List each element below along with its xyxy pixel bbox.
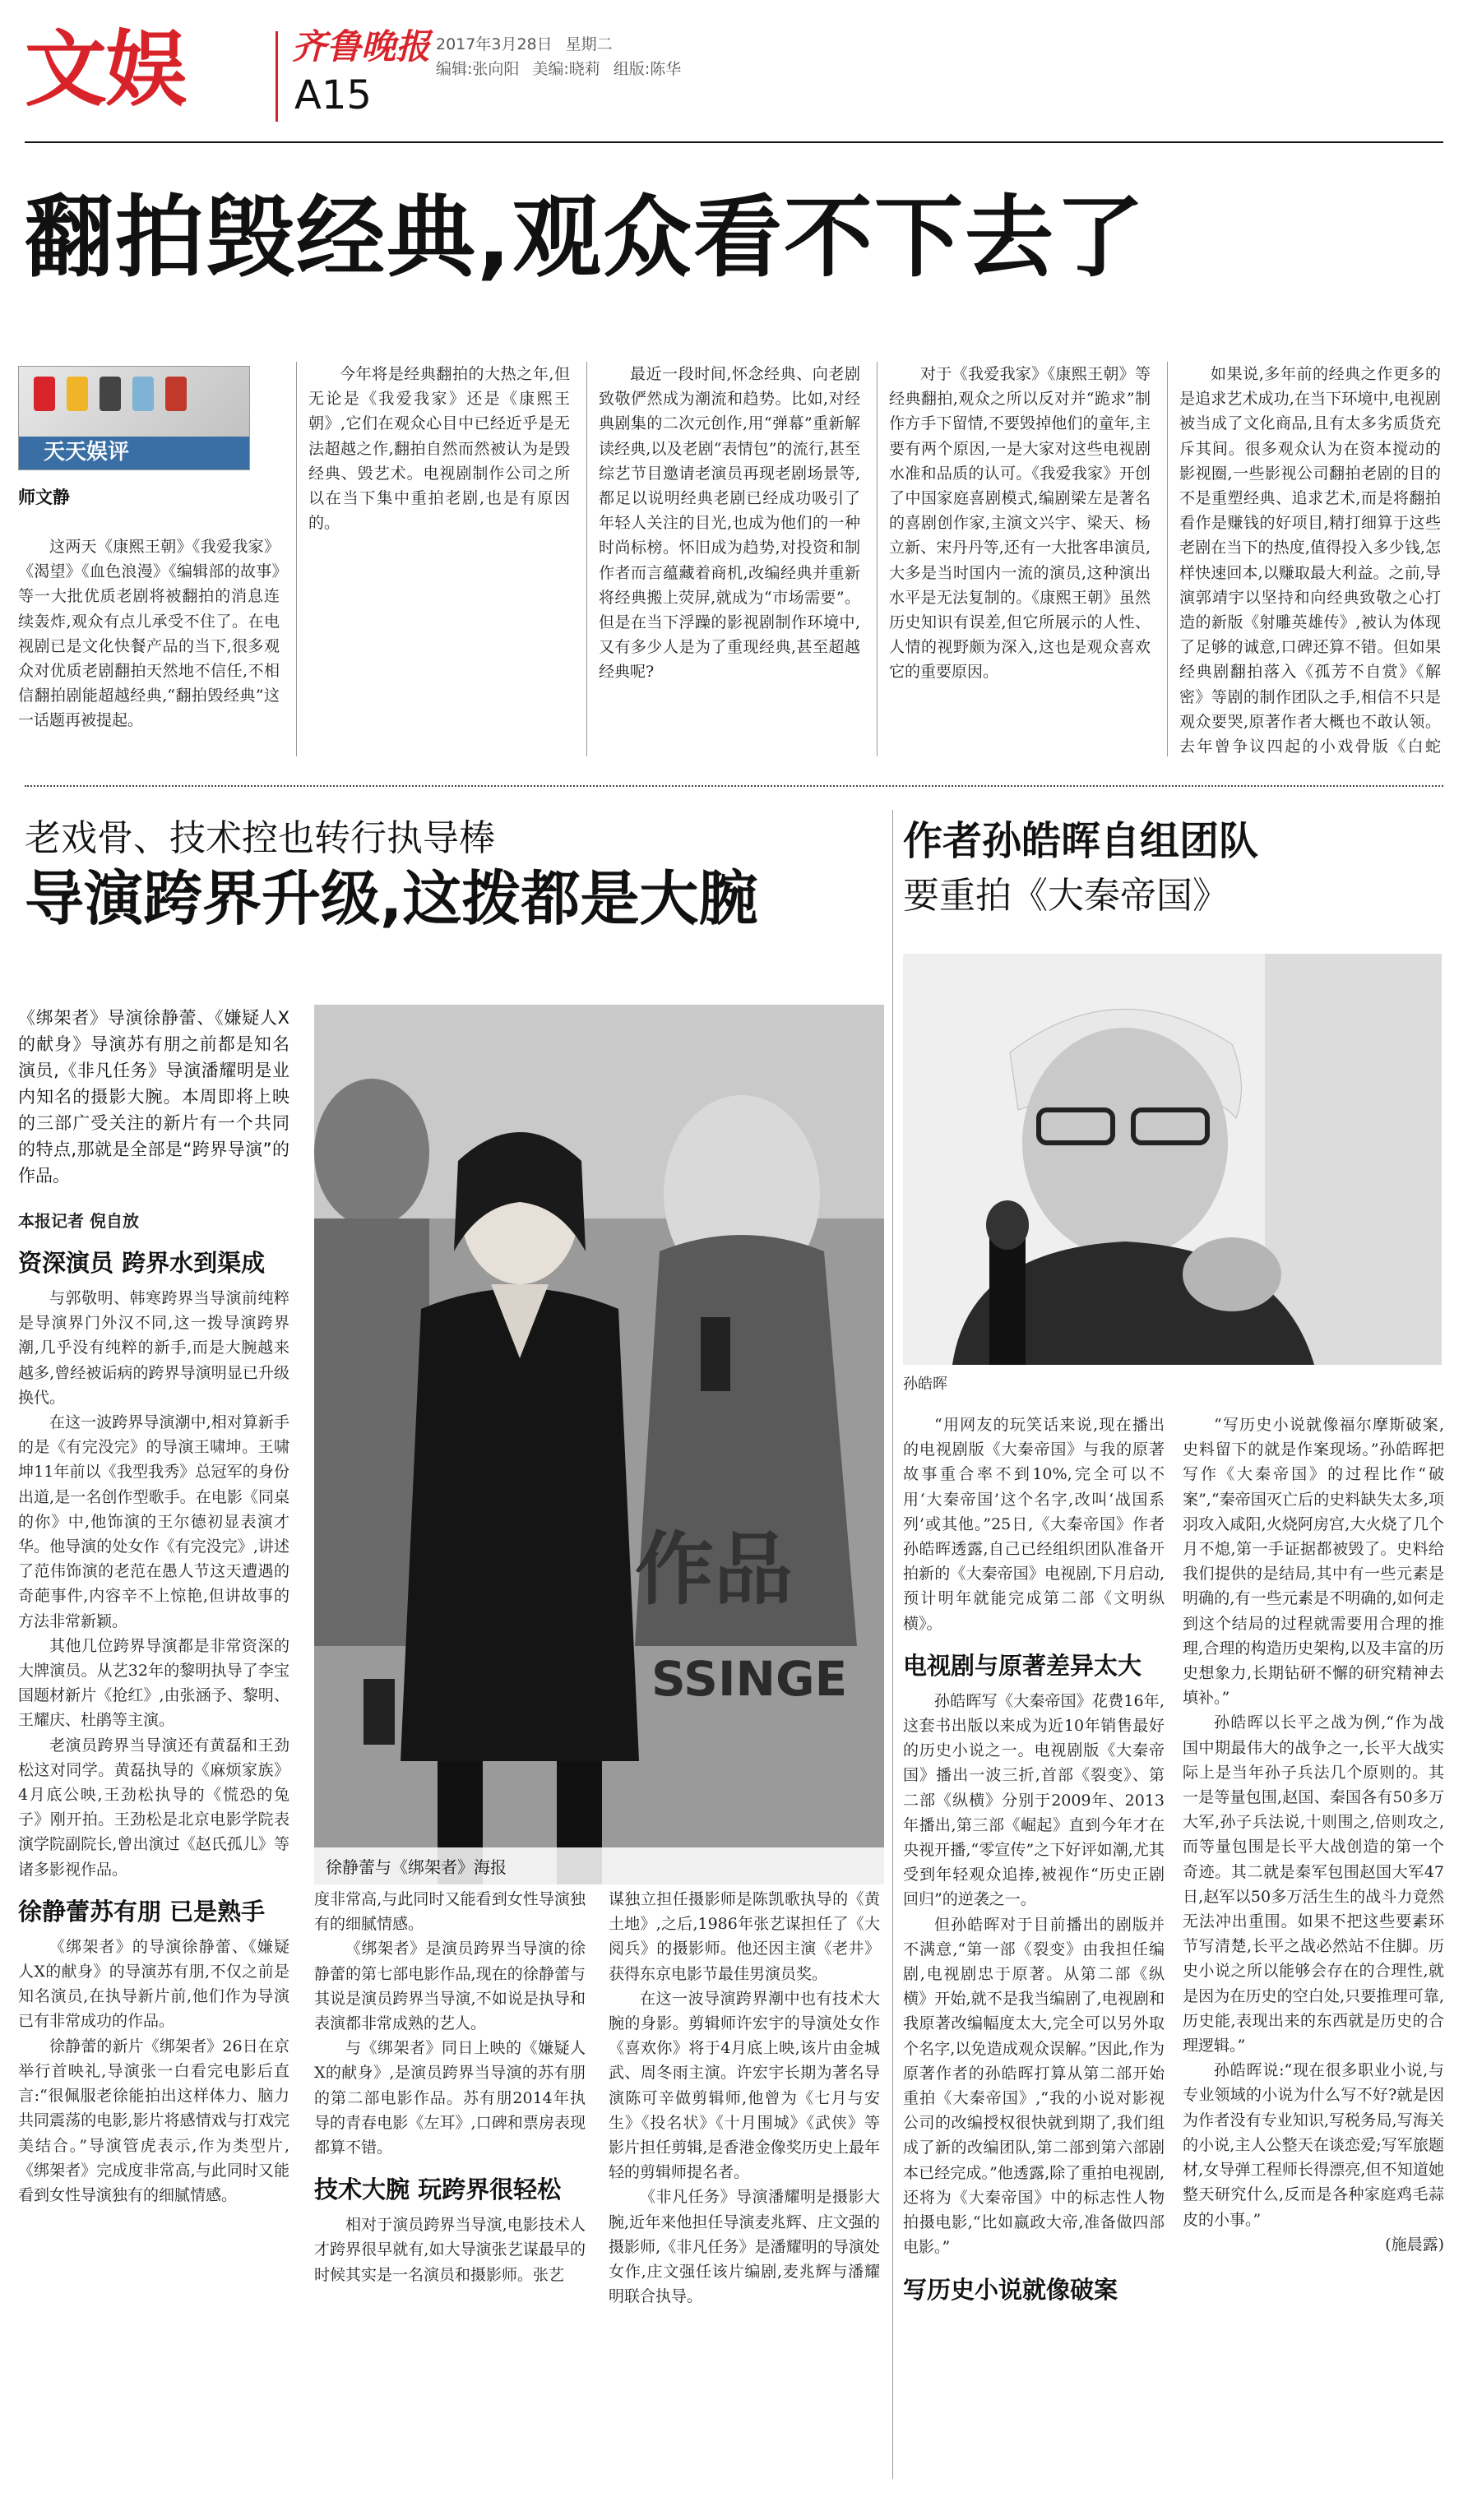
commentary-col-4 [889, 362, 1151, 756]
article-paragraph: 《绑架者》是演员跨界当导演的徐静蕾的第七部电影作品,现在的徐静蕾与其说是演员跨界当导演,不如说是执导和表演都非常成熟的艺人。 [314, 1940, 586, 2033]
commentary-paragraph: 这两天《康熙王朝》《我爱我家》《渴望》《血色浪漫》《编辑部的故事》等一大批优质老剧将被翻拍的消息连续轰炸,观众有点儿承受不住了。在电视剧已是文化快餐产品的当下,很多观众对优质老剧翻拍天然地不信任,不相信翻拍剧能超越经典,“翻拍毁经典”这一话题再被提起。 [18, 538, 280, 730]
left-story-byline: 本报记者 倪自放 [18, 1211, 139, 1231]
section-header [25, 21, 1464, 123]
right-story-col-1 [903, 1413, 1165, 2475]
right-story-headline: 作者孙皓晖自组团队 [903, 818, 1259, 864]
story-separator [892, 810, 893, 2479]
commentary-paragraph: 对于《我爱我家》《康熙王朝》等经典翻拍,观众之所以反对并“跪求”制作方手下留情,不要毁掉他们的童年,主要有两个原因,一是大家对这些电视剧水准和品质的认可。《我爱我家》开创了中国家庭喜剧模式,编剧梁左是著名的喜剧创作家,主演文兴宇、梁天、杨立新、宋丹丹等,还有一大批客串演员,大多是当时国内一流的演员,这种演出水平是无法复制的。《康熙王朝》虽然历史知识有误差,但它所展示的人性、人情的视野颇为深入,这也是观众喜欢它的重要原因。 [889, 365, 1151, 682]
main-headline: 翻拍毁经典,观众看不下去了 [25, 187, 1146, 289]
poster-figure-left [314, 1079, 429, 1227]
column-logo-decoration [100, 377, 121, 411]
issue-date-line [436, 33, 626, 56]
left-story-lead: 《绑架者》导演徐静蕾、《嫌疑人X的献身》导演苏有朋之前都是知名演员,《非凡任务》导演潘耀明是业内知名的摄影大腕。本周即将上映的三部广受关注的新片有一个共同的特点,那就是全部是“跨界导演”的作品。 [18, 1008, 289, 1186]
commentary-paragraph: 最近一段时间,怀念经典、向老剧致敬俨然成为潮流和趋势。比如,对经典剧集的二次元创作,用“弹幕”重新解读经典,以及老剧“表情包”的流行,甚至综艺节目邀请老演员再现老剧场景等,都足以说明经典老剧已经成功吸引了年轻人关注的目光,也成为他们的一种时尚标榜。怀旧成为趋势,对投资和制作者而言蕴藏着商机,改编经典并重新将经典搬上荧屏,就成为“市场需要”。但是在当下浮躁的影视剧制作环境中,又有多少人是为了重现经典,甚至超越经典呢? [599, 365, 860, 682]
microphone-head [986, 1200, 1029, 1250]
portrait-illustration [903, 954, 1442, 1365]
column-logo-decoration [67, 377, 88, 411]
issue-date: 2017年3月28日 [436, 35, 553, 53]
column-separator [296, 362, 297, 756]
article-paragraph: 其他几位跨界导演都是非常资深的大牌演员。从艺32年的黎明执导了李宝国题材新片《抢红》,由张涵予、黎明、王耀庆、杜鹃等主演。 [18, 1636, 289, 1730]
right-story-subhead: 要重拍《大秦帝国》 [903, 875, 1229, 917]
article-paragraph: 孙皓晖说:“现在很多职业小说,与专业领域的小说为什么写不好?就是因为作者没有专业知识,写税务局,写海关的小说,主人公整天在谈恋爱;写军旅题材,女导弹工程师长得漂亮,但不知道她整天研究什么,反而是各种家庭鸡毛蒜皮的小事。” [1183, 2061, 1444, 2229]
left-story-headline: 导演跨界升级,这拨都是大腕 [25, 864, 758, 933]
microphone [364, 1679, 395, 1745]
article-paragraph: 老演员跨界当导演还有黄磊和王劲松这对同学。黄磊执导的《麻烦家族》4月底公映,王劲松执导的《慌恐的兔子》刚开拍。王劲松是北京电影学院表演学院副院长,曾出演过《赵氏孤儿》等诸多影视作品。 [18, 1736, 289, 1879]
portrait-hand [1183, 1237, 1281, 1311]
article-paragraph: 在这一波跨界导演潮中,相对算新手的是《有完没完》的导演王啸坤。王啸坤11年前以《我型我秀》总冠军的身份出道,是一名创作型歌手。在电影《同桌的你》中,他饰演的王尔德初显表演才华。他导演的处女作《有完没完》,讲述了范伟饰演的老范在愚人节这天遭遇的奇葩事件,内容辛不上惊艳,但讲故事的方法非常新颖。 [18, 1413, 289, 1630]
editor-credit: 编辑:张向阳 [436, 60, 520, 78]
column-separator [877, 362, 878, 756]
article-paragraph: 但孙皓晖对于目前播出的剧版并不满意,“第一部《裂变》由我担任编剧,电视剧忠于原著。从第二部《纵横》开始,就不是我当编剧了,电视剧和我原著改编幅度太大,完全可以另外取个名字,以免造成观众误解。”因此,作为原著作者的孙皓晖打算从第二部开始重拍《大秦帝国》,“我的小说对影视公司的改编授权很快就到期了,我们组成了新的改编团队,第二部到第六部剧本已经完成。”他透露,除了重拍电视剧,还将为《大秦帝国》中的标志性人物拍摄电影,“比如嬴政大帝,准备做四部电影。” [903, 1915, 1165, 2257]
designer-credit: 美编:晓莉 [532, 60, 600, 78]
left-story-col-3 [609, 1887, 880, 2471]
right-story-subhead-1: 电视剧与原著差异太大 [903, 1651, 1142, 1680]
commentary-col-5 [1179, 362, 1441, 756]
commentary-col-2 [308, 362, 570, 756]
photo-caption: 徐静蕾与《绑架者》海报 [326, 1857, 507, 1877]
commentary-col-3 [599, 362, 860, 756]
article-paragraph: 与郭敬明、韩寒跨界当导演前纯粹是导演界门外汉不同,这一拨导演跨界潮,几乎没有纯粹的新手,而是大腕越来越多,曾经被诟病的跨界导演明显已升级换代。 [18, 1289, 289, 1407]
commentary-col-1 [18, 534, 280, 756]
issue-weekday: 星期二 [565, 35, 613, 53]
column-label: 天天娱评 [44, 440, 130, 465]
section-name: 文娱 [25, 21, 186, 118]
left-story-subhead-2: 徐静蕾苏有朋 已是熟手 [18, 1897, 266, 1926]
left-story-col-2 [314, 1887, 586, 2471]
article-paragraph: 孙皓晖写《大秦帝国》花费16年,这套书出版以来成为近10年销售最好的历史小说之一。电视剧版《大秦帝国》播出一波三折,首部《裂变》、第二部《纵横》分别于2009年、2013年播出,第三部《崛起》直到今年才在央视开播,“零宣传”之下好评如潮,尤其受到年轻观众追捧,被视作“历史正剧回归”的逆袭之一。 [903, 1691, 1165, 1909]
section-divider [276, 31, 278, 122]
commentary-author: 师文静 [18, 488, 70, 507]
article-paragraph: 《绑架者》的导演徐静蕾、《嫌疑人X的献身》的导演苏有朋,不仅之前是知名演员,在执导新片前,他们作为导演已有非常成功的作品。 [18, 1937, 289, 2031]
article-paragraph: “用网友的玩笑话来说,现在播出的电视剧版《大秦帝国》与我的原著故事重合率不到10%,完全可以不用‘大秦帝国’这个名字,改叫‘战国系列’或其他。”25日,《大秦帝国》作者孙皓晖透露,自己已经组织团队准备开拍新的《大秦帝国》电视剧,下月启动,预计明年就能完成第二部《文明纵横》。 [903, 1416, 1165, 1633]
photo-background-right [1265, 954, 1442, 1365]
poster-text-latin: SSINGE [651, 1651, 848, 1707]
article-paragraph: 在这一波导演跨界潮中也有技术大腕的身影。剪辑师许宏宇的导演处女作《喜欢你》将于4月底上映,该片由金城武、周冬雨主演。许宏宇长期为著名导演陈可辛做剪辑师,他曾为《七月与安生》《投名状》《十月围城》《武侠》等影片担任剪辑,是香港金像奖历史上最年轻的剪辑师提名者。 [609, 1989, 880, 2182]
xu-jinglei-photo [314, 1005, 884, 1884]
poster-text: 作品 [635, 1524, 793, 1616]
proof-credit: 组版:陈华 [613, 60, 682, 78]
poster-gun [701, 1317, 730, 1391]
right-story-signature: (施晨露) [1385, 2235, 1444, 2254]
column-logo [18, 366, 250, 470]
right-photo-caption: 孙皓晖 [903, 1376, 947, 1393]
column-logo-decoration [132, 377, 154, 411]
article-paragraph: 谋独立担任摄影师是陈凯歌执导的《黄土地》,之后,1986年张艺谋担任了《大阅兵》的摄影师。他还因主演《老井》获得东京电影节最佳男演员奖。 [609, 1890, 880, 1983]
left-story-subhead-3: 技术大腕 玩跨界很轻松 [314, 2176, 562, 2204]
left-story-kicker: 老戏骨、技术控也转行执导棒 [25, 817, 495, 859]
left-story-subhead-1: 资深演员 跨界水到渠成 [18, 1249, 266, 1277]
article-paragraph: 与《绑架者》同日上映的《嫌疑人X的献身》,是演员跨界当导演的苏有朋的第二部电影作品。苏有朋2014年执导的青春电影《左耳》,口碑和票房表现都算不错。 [314, 2039, 586, 2157]
right-story-col-2 [1183, 1413, 1444, 2475]
article-paragraph: 孙皓晖以长平之战为例,“作为战国中期最伟大的战争之一,长平大战实际上是当年孙子兵法几个原则的。其一是等量包围,赵国、秦国各有50多万大军,孙子兵法说,十则围之,倍则攻之,而等量包围是长平大战创造的第一个奇迹。其二就是秦军包围赵国大军47日,赵军以50多万活生生的战斗力竟然无法冲出重围。如果不把这些要素环节写清楚,长平之战必然站不住脚。历史小说之所以能够会存在的合理性,就是因为在历史的空白处,只要推理可靠,历史能,表现出来的东西就是历史的合理逻辑。” [1183, 1713, 1444, 2055]
section-divider-dotted [25, 785, 1443, 787]
column-logo-decoration [34, 377, 55, 411]
article-paragraph: 相对于演员跨界当导演,电影技术人才跨界很早就有,如大导演张艺谋最早的时候其实是一名演员和摄影师。张艺 [314, 2216, 586, 2284]
right-story-subhead-2: 写历史小说就像破案 [903, 2275, 1118, 2304]
column-separator [586, 362, 587, 756]
article-paragraph: 徐静蕾的新片《绑架者》26日在京举行首映礼,导演张一白看完电影后直言:“很佩服老徐能拍出这样体力、脑力共同震荡的电影,影片将感情戏与打戏完美结合。”导演管虎表示,作为类型片,《绑架者》完成度非常高,与此同时又能看到女性导演独有的细腻情感。 [18, 2037, 289, 2204]
poster-photo-illustration [314, 1005, 884, 1884]
sun-haohui-photo [903, 954, 1442, 1365]
article-paragraph: 《非凡任务》导演潘耀明是摄影大腕,近年来他担任导演麦兆辉、庄文强的摄影师,《非凡任务》是潘耀明的导演处女作,庄文强任该片编剧,麦兆辉与潘耀明联合执导。 [609, 2188, 880, 2306]
article-paragraph: 度非常高,与此同时又能看到女性导演独有的细腻情感。 [314, 1890, 586, 1934]
column-separator [1167, 362, 1168, 756]
staff-credits [436, 58, 694, 81]
actress-jacket [401, 1288, 639, 1761]
commentary-paragraph: 如果说,多年前的经典之作更多的是追求艺术成功,在当下环境中,电视剧被当成了文化商品,且有太多劣质货充斥其间。很多观众认为在资本搅动的影视圈,一些影视公司翻拍老剧的目的不是重塑经典、追求艺术,而是将翻拍看作是赚钱的好项目,精打细算于这些老剧在当下的热度,值得投入多少钱,怎样快速回本,以赚取最大利益。之前,导演郭靖宇以坚持和向经典致敬之心打造的新版《射雕英雄传》,被认为体现了足够的诚意,口碑还算不错。但如果经典剧翻拍落入《孤芳不自赏》《解密》等剧的制作团队之手,相信不只是观众要哭,原著作者大概也不敢认领。去年曾争议四起的小戏骨版《白蛇 [1179, 365, 1441, 756]
column-logo-decoration [165, 377, 187, 411]
left-story-col-1 [18, 1005, 289, 2468]
header-rule [25, 141, 1443, 143]
newspaper-logo: 齐鲁晚报 [292, 26, 431, 67]
page-number: A15 [294, 72, 372, 118]
commentary-paragraph: 今年将是经典翻拍的大热之年,但无论是《我爱我家》还是《康熙王朝》,它们在观众心目中已经近乎是无法超越之作,翻拍自然而然被认为是毁经典、毁艺术。电视剧制作公司之所以在当下集中重拍老剧,也是有原因的。 [308, 365, 570, 533]
article-paragraph: “写历史小说就像福尔摩斯破案,史料留下的就是作案现场。”孙皓晖把写作《大秦帝国》的过程比作“破案”,“秦帝国灭亡后的史料缺失太多,项羽攻入咸阳,火烧阿房宫,大火烧了几个月不熄,第一手证据都被毁了。史料给我们提供的是结局,其中有一些元素是明确的,有一些元素是不明确的,如何走到这个结局的过程就需要用合理的推理,合理的构造历史架构,以及丰富的历史想象力,长期钻研不懈的研究精神去填补。” [1183, 1416, 1444, 1708]
